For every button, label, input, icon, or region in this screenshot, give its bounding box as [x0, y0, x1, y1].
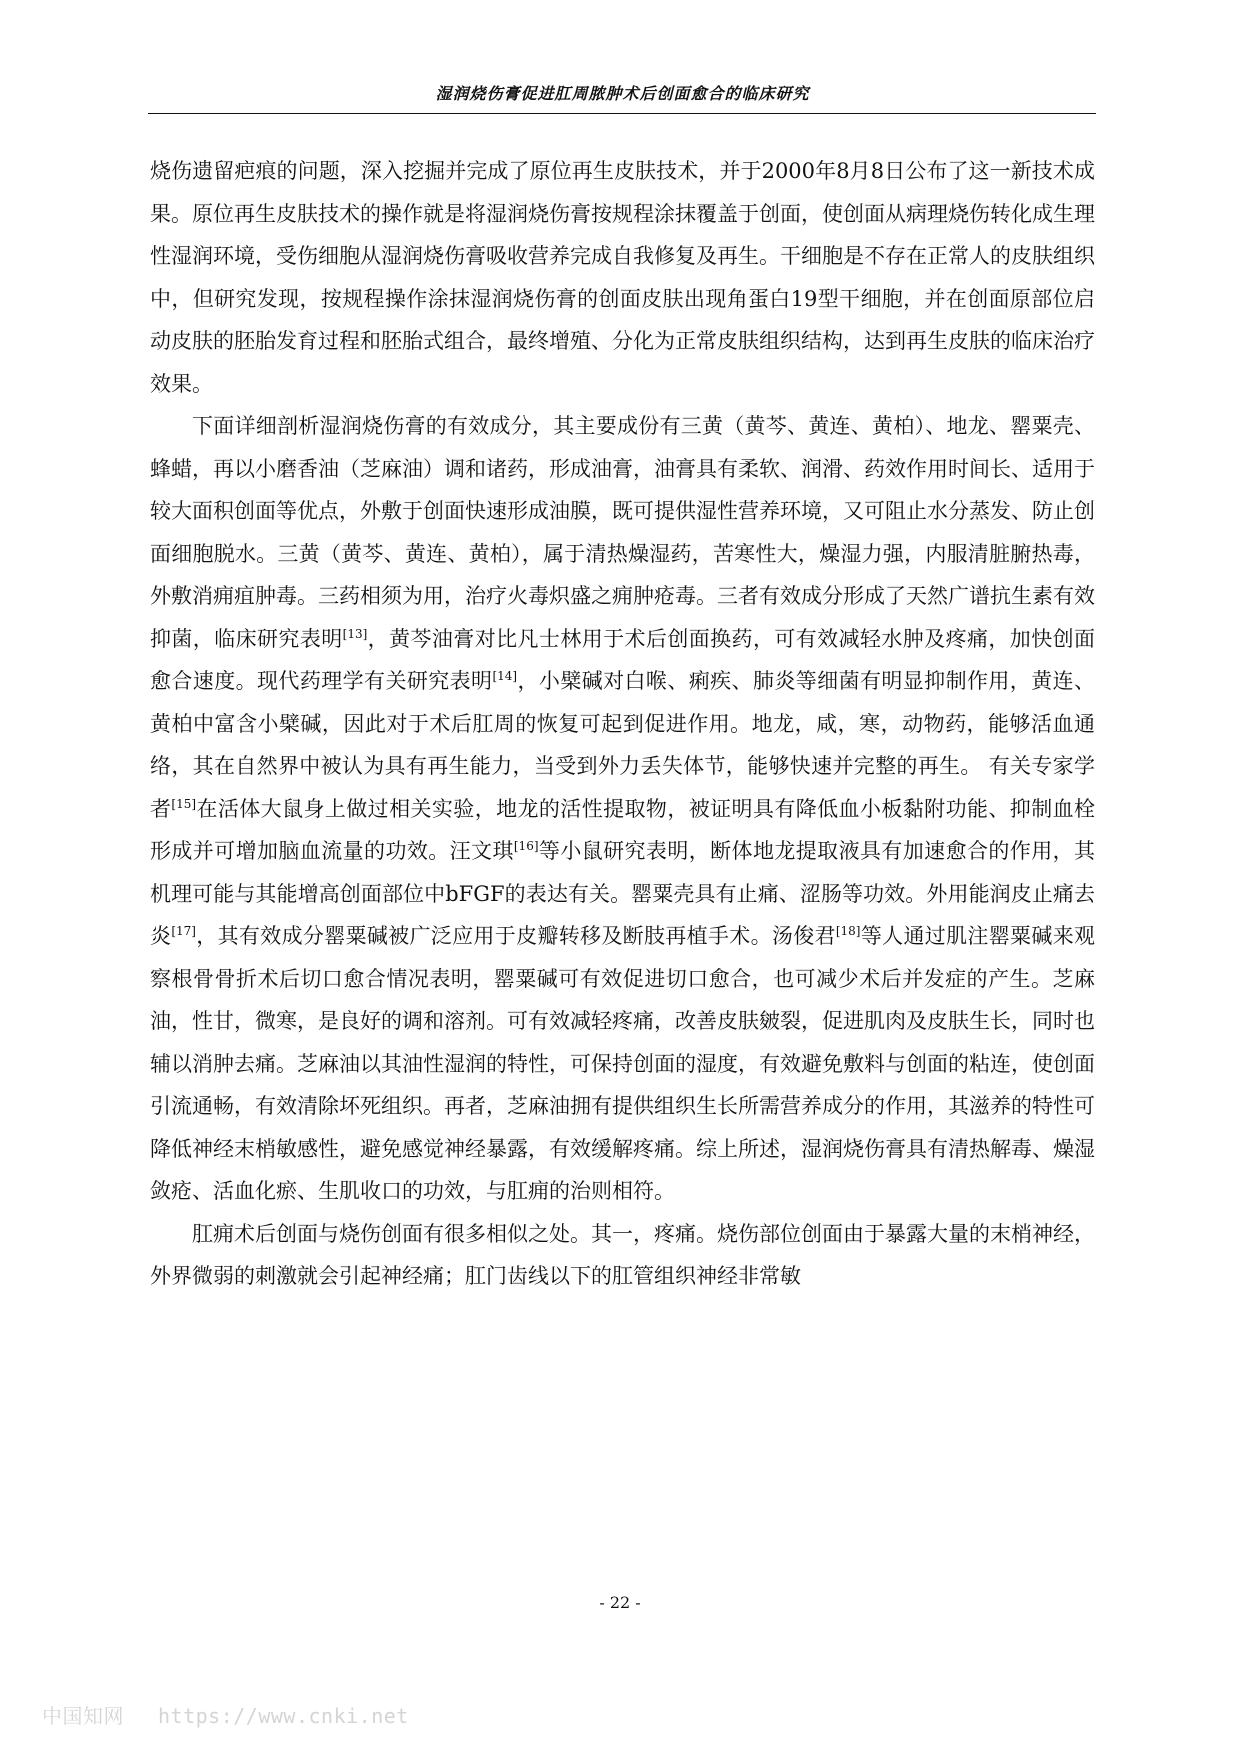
paragraph-continuation: 烧伤遗留疤痕的问题，深入挖掘并完成了原位再生皮肤技术，并于2000年8月8日公布了这一新技术成果。原位再生皮肤技术的操作就是将湿润烧伤膏按规程涂抹覆盖于创面，使创面从病理烧伤转化成生理性湿润环境，受伤细胞从湿润烧伤膏吸收营养完成自我修复及再生。干细胞是不存在正常人的皮肤组织中，但研究发现，按规程操作涂抹湿润烧伤膏的创面皮肤出现角蛋白19型干细胞，并在创面原部位启动皮肤的胚胎发育过程和胚胎式组合，最终增殖、分化为正常皮肤组织结构，达到再生皮肤的临床治疗效果。 — [150, 159, 1095, 396]
watermark-url: https://www.cnki.net — [158, 1704, 409, 1728]
citation-18: [18] — [835, 924, 861, 938]
citation-17: [17] — [171, 924, 196, 938]
watermark-brand: 中国知网 — [42, 1706, 124, 1728]
text-run: 在活体大鼠身上做过相关实验，地龙的活性提取物，被证明具有降低血小板黏附功能、抑制血栓形成并可增加脑血流量的功效。汪文琪 — [150, 796, 1095, 863]
text-run: ，黄芩油膏对比凡士林用于术后创面换药，可有效减轻水肿及疼痛，加快创面愈合速度。现代药理学有关研究表明 — [150, 626, 1096, 693]
watermark — [42, 1700, 409, 1729]
citation-14: [14] — [492, 669, 518, 683]
citation-15: [15] — [171, 796, 197, 811]
text-run: 等人通过肌注罂粟碱来观察根骨骨折术后切口愈合情况表明，罂粟碱可有效促进切口愈合，也可减少术后并发症的产生。芝麻油，性甘，微寒，是良好的调和溶剂。可有效减轻疼痛，改善皮肤皴裂，促进肌肉及皮肤生长，同时也辅以消肿去痛。芝麻油以其油性湿润的特性，可保持创面的湿度，有效避免敷料与创面的粘连，使创面引流通畅，有效清除坏死组织。再者，芝麻油拥有提供组织生长所需营养成分的作用，其滋养的特性可降低神经末梢敏感性，避免感觉神经暴露，有效缓解疼痛。综上所述，湿润烧伤膏具有清热解毒、燥湿敛疮、活血化瘀、生肌收口的功效，与肛痈的治则相符。 — [150, 924, 1096, 1203]
citation-13: [13] — [342, 626, 368, 641]
body-text — [150, 150, 1095, 1298]
text-run: 等小鼠研究表明，断体地龙提取液具有加速愈合的作用，其机理可能与其能增高创面部位中bFGF的表达有关。罂粟壳具有止痛、涩肠等功效。外用能润皮止痛去炎 — [150, 839, 1096, 948]
text-run: 下面详细剖析湿润烧伤膏的有效成分，其主要成份有三黄（黄芩、黄连、黄柏）、地龙、罂粟壳、蜂蜡，再以小磨香油（芝麻油）调和诸药，形成油膏，油膏具有柔软、润滑、药效作用时间长、适用于较大面积创面等优点，外敷于创面快速形成油膜，既可提供湿性营养环境，又可阻止水分蒸发、防止创面细胞脱水。三黄（黄芩、黄连、黄柏），属于清热燥湿药，苦寒性大，燥湿力强，内服清脏腑热毒，外敷消痈疽肿毒。三药相须为用，治疗火毒炽盛之痈肿疮毒。三者有效成分形成了天然广谱抗生素有效抑菌，临床研究表明 — [150, 414, 1095, 651]
running-header: 湿润烧伤膏促进肛周脓肿术后创面愈合的临床研究 — [435, 84, 810, 103]
page-number: - 22 - — [599, 1593, 641, 1612]
paragraph-comparison: 肛痈术后创面与烧伤创面有很多相似之处。其一，疼痛。烧伤部位创面由于暴露大量的末梢神经，外界微弱的刺激就会引起神经痛；肛门齿线以下的肛管组织神经非常敏 — [150, 1221, 1095, 1288]
text-run: ，其有效成分罂粟碱被广泛应用于皮瓣转移及断肢再植手术。汤俊君 — [195, 924, 836, 948]
header-rule — [148, 113, 1096, 114]
citation-16: [16] — [513, 839, 539, 853]
paragraph-ingredients — [150, 405, 1095, 1213]
text-run: ，小檗碱对白喉、痢疾、肺炎等细菌有明显抑制作用，黄连、黄柏中富含小檗碱，因此对于术后肛周的恢复可起到促进作用。地龙，咸，寒，动物药，能够活血通络，其在自然界中被认为具有再生能力，当受到外力丢失体节，能够快速并完整的再生。 有关专家学者 — [150, 669, 1096, 821]
